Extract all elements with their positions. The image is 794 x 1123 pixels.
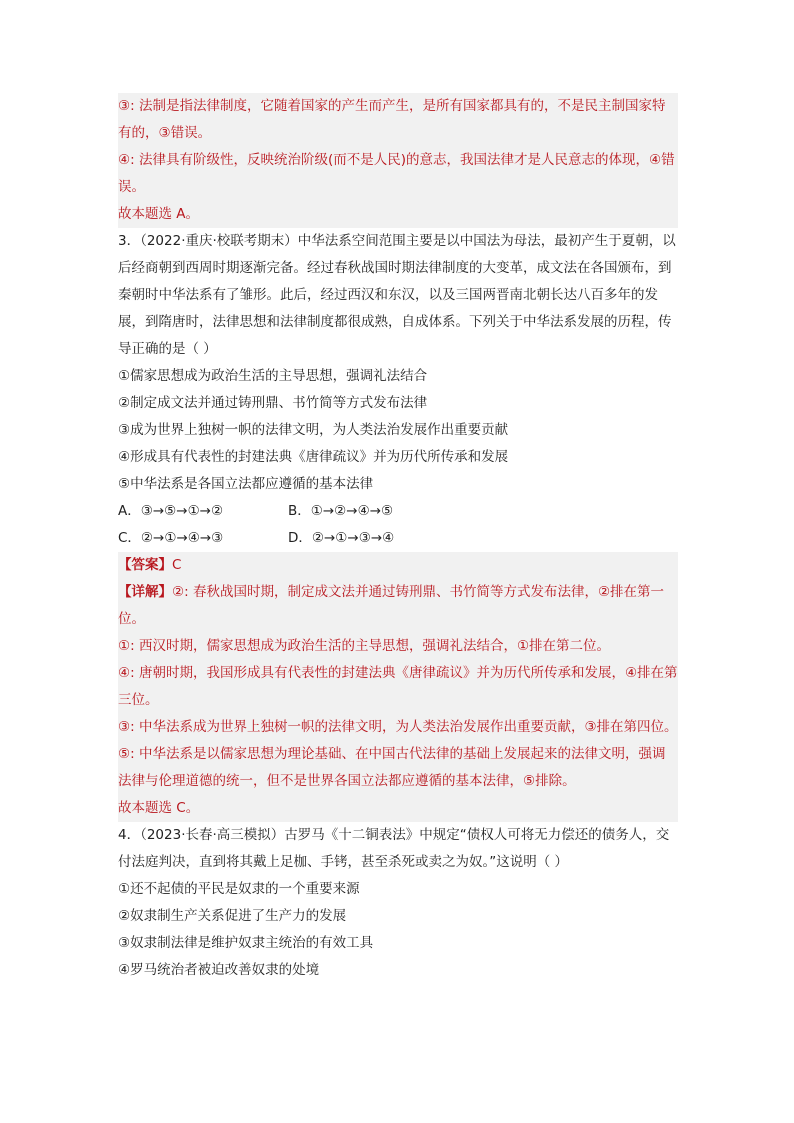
document-content — [118, 93, 678, 984]
analysis-item-4: ④: 法律具有阶级性，反映统治阶级(而不是人民)的意志，我国法律才是人民意志的体现，④错误。 — [118, 147, 678, 201]
analysis-item-3: ③: 法制是指法律制度，它随着国家的产生而产生，是所有国家都具有的，不是民主制国家特有的，③错误。 — [118, 93, 678, 147]
question-3-detail-4: ③: 中华法系成为世界上独树一帜的法律文明，为人类法治发展作出重要贡献，③排在第四位。 — [118, 714, 678, 741]
question-4-option-1: ①还不起债的平民是奴隶的一个重要来源 — [118, 881, 360, 897]
question-3-stem: 3．（2022·重庆·校联考期末）中华法系空间范围主要是以中国法为母法，最初产生于夏朝，以后经商朝到西周时期逐渐完备。经过春秋战国时期法律制度的大变革，成文法在各国颁布，到秦朝时中华法系有了雏形。此后，经过西汉和东汉，以及三国两晋南北朝长达八百多年的发展，到隋唐时，法律思想和法律制度都很成熟，自成体系。下列关于中华法系发展的历程，传导正确的是（ ） — [118, 233, 676, 357]
analysis-conclusion: 故本题选 A。 — [118, 201, 678, 228]
choice-c: C．②→①→④→③ — [118, 530, 224, 546]
question-4-option-3: ③奴隶制法律是维护奴隶主统治的有效工具 — [118, 935, 374, 951]
question-3-option-1: ①儒家思想成为政治生活的主导思想，强调礼法结合 — [118, 368, 428, 384]
answer-value: C — [172, 557, 182, 573]
choice-a: A．③→⑤→①→② — [118, 503, 224, 519]
question-3-option-3: ③成为世界上独树一帜的法律文明，为人类法治发展作出重要贡献 — [118, 422, 509, 438]
question-3-detail-5: ⑤: 中华法系是以儒家思想为理论基础、在中国古代法律的基础上发展起来的法律文明，强调法律与伦理道德的统一，但不是世界各国立法都应遵循的基本法律，⑤排除。 — [118, 741, 678, 795]
answer-label: 【答案】 — [118, 557, 172, 573]
question-3-answer — [118, 552, 678, 579]
question-4-option-2: ②奴隶制生产关系促进了生产力的发展 — [118, 908, 347, 924]
question-3-detail-3: ④: 唐朝时期，我国形成具有代表性的封建法典《唐律疏议》并为历代所传承和发展，④排在第三位。 — [118, 660, 678, 714]
question-3-option-4: ④形成具有代表性的封建法典《唐律疏议》并为历代所传承和发展 — [118, 449, 509, 465]
question-4-stem: 4．（2023·长春·高三模拟）古罗马《十二铜表法》中规定“债权人可将无力偿还的债务人，交付法庭判决，直到将其戴上足枷、手铐，甚至杀死或卖之为奴。”这说明（ ） — [118, 827, 670, 870]
question-3-option-5: ⑤中华法系是各国立法都应遵循的基本法律 — [118, 476, 374, 492]
detail-first-text: ②: 春秋战国时期，制定成文法并通过铸刑鼎、书竹简等方式发布法律，②排在第一位。 — [118, 584, 665, 627]
choice-d: D．②→①→③→④ — [288, 530, 395, 546]
question-3-choices-row-1 — [118, 498, 678, 525]
detail-label: 【详解】 — [118, 584, 172, 600]
choice-b: B．①→②→④→⑤ — [288, 503, 394, 519]
question-3-conclusion: 故本题选 C。 — [118, 795, 678, 822]
question-3-option-2: ②制定成文法并通过铸刑鼎、书竹简等方式发布法律 — [118, 395, 428, 411]
question-3-choices-row-2 — [118, 525, 678, 552]
question-4-option-4: ④罗马统治者被迫改善奴隶的处境 — [118, 962, 320, 978]
question-3-detail-first — [118, 579, 678, 633]
question-3-detail-2: ①: 西汉时期，儒家思想成为政治生活的主导思想，强调礼法结合，①排在第二位。 — [118, 633, 678, 660]
